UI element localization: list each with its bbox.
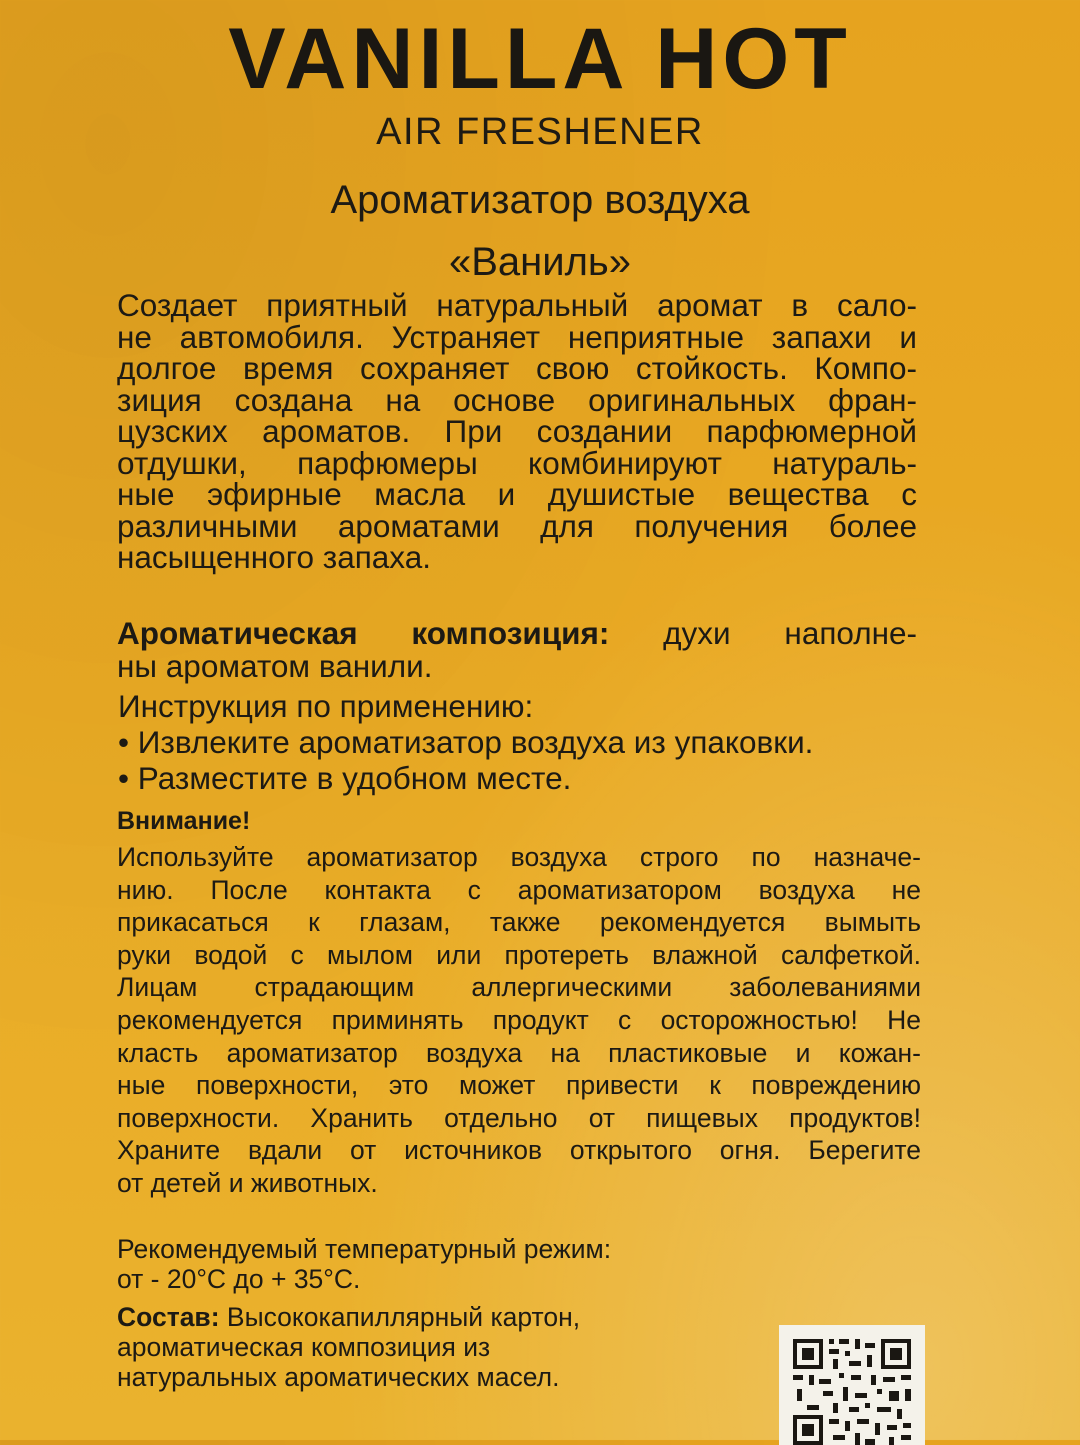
description-line: ные эфирные масла и душистые вещества с [117,476,917,512]
description-line: Создает приятный натуральный аромат в сало- [117,287,917,323]
usage-instructions [118,688,938,796]
warning-title: Внимание! [117,807,251,835]
warning-line: от детей и животных. [117,1167,378,1198]
description-line: не автомобиля. Устраняет неприятные запахи и [117,318,917,355]
warning-line: Используйте ароматизатор воздуха строго по назначе- [117,842,921,872]
warning-line: рекомендуется приминять продукт с осторожностью! Не [117,1004,921,1035]
description-line: отдушки, парфюмеры комбинируют натураль- [117,444,917,481]
qr-code-icon [793,1339,911,1445]
instruction-item: • Разместите в удобном месте. [118,760,572,796]
product-subtitle: AIR FRESHENER [376,111,704,153]
composition-label: Состав: [117,1302,220,1332]
description-line: насыщенного запаха. [117,539,431,575]
aroma-composition [117,617,917,683]
warning-line: руки водой с мылом или протереть влажной салфеткой. [117,939,921,970]
warning-line: нию. После контакта с ароматизатором воздуха не [117,874,921,905]
product-title: VANILLA HOT [228,11,852,107]
description-line: долгое время сохраняет свою стойкость. Компо- [117,350,917,386]
warning-line: класть ароматизатор воздуха на пластиковые и кожан- [117,1037,921,1068]
warning-line: Лицам страдающим аллергическими заболеваниями [117,972,921,1003]
instructions-title: Инструкция по применению: [118,688,534,724]
warning-line: поверхности. Хранить отдельно от пищевых продуктов! [117,1102,921,1133]
aroma-line-1 [117,617,917,650]
warning-line: ные поверхности, это может привести к повреждению [117,1070,921,1101]
ru-title-line-2: «Ваниль» [448,240,632,284]
product-title-ru [0,176,1080,286]
description-line: цузских ароматов. При создании парфюмерной [117,413,917,449]
warning-line: прикасаться к глазам, также рекомендуется вымыть [117,907,921,938]
temperature-value: от - 20°С до + 35°С. [117,1264,361,1294]
composition-line-2: ароматическая композиция из [117,1332,491,1362]
composition-text-1: Высококапиллярный картон, [219,1302,581,1332]
temperature-label: Рекомендуемый температурный режим: [117,1234,612,1264]
composition-line-1 [117,1302,580,1332]
qr-code [779,1325,925,1445]
composition [117,1302,580,1392]
composition-line-3: натуральных ароматических масел. [117,1362,560,1392]
aroma-label: Ароматическая композиция: [117,615,610,651]
aroma-text-1: духи наполне- [609,615,917,651]
ru-title-line-1: Ароматизатор воздуха [330,178,750,222]
temperature-range [117,1234,611,1294]
instruction-item: • Извлеките ароматизатор воздуха из упаковки. [118,724,814,760]
warning-line: Храните вдали от источников открытого огня. Берегите [117,1135,921,1166]
description-line: зиция создана на основе оригинальных фран- [117,381,917,418]
description-line: различными ароматами для получения более [117,507,917,544]
aroma-text-2: ны ароматом ванили. [117,648,433,684]
description-paragraph [117,287,917,575]
warning-paragraph [117,841,921,1200]
